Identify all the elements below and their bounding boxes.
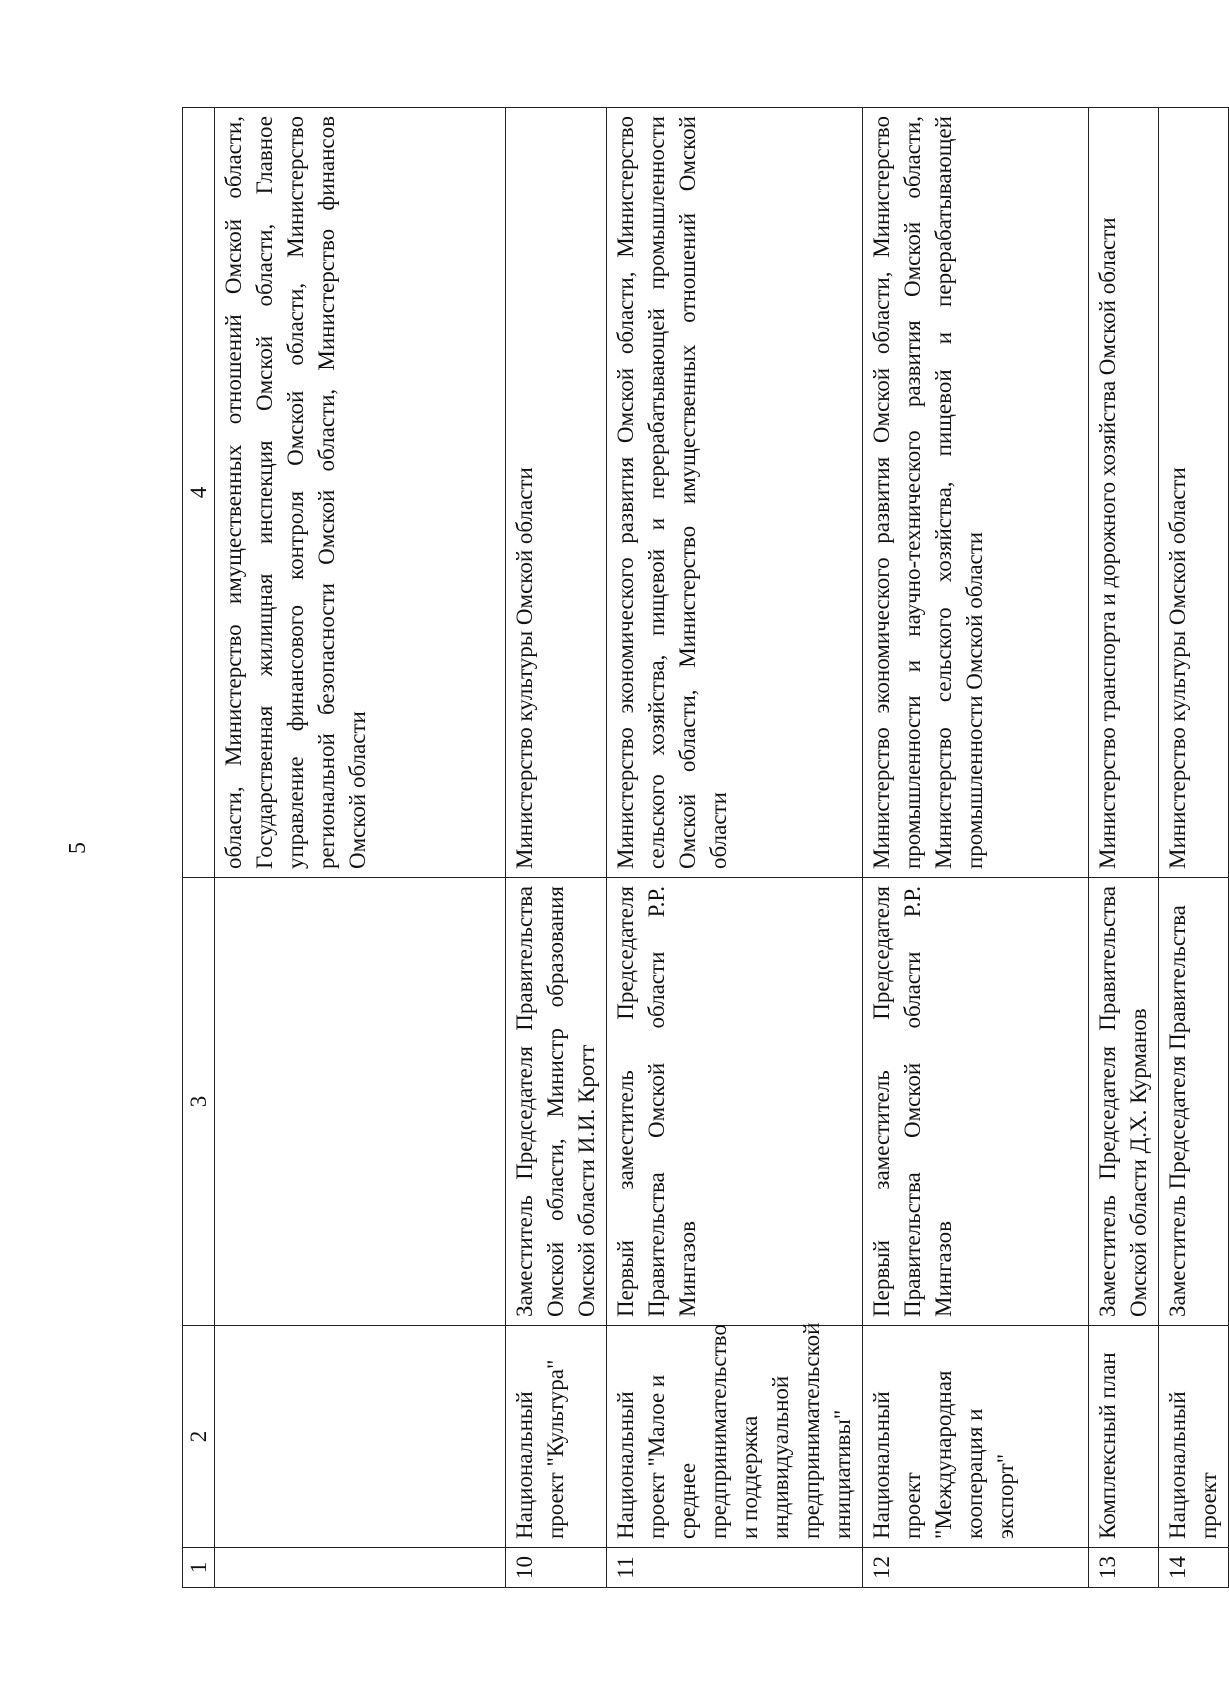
table-row [1089, 108, 1159, 1588]
curator: Первый заместитель Председателя Правительства Омской области Р.Р. Мингазов [863, 878, 1089, 1326]
project-name: Национальный проект "Международная кооперация и экспорт" [863, 1326, 1089, 1548]
project-name: Национальный проект "Малое и среднее предпринимательство и поддержка индивидуальной предпринимательской инициативы" [607, 1326, 863, 1548]
header-col-2: 2 [183, 1326, 215, 1548]
table-row [1159, 108, 1229, 1588]
executors: Министерство культуры Омской области [1159, 108, 1229, 878]
row-number [215, 1548, 506, 1588]
row-number: 13 [1089, 1548, 1159, 1588]
row-number: 11 [607, 1548, 863, 1588]
header-col-4: 4 [183, 108, 215, 878]
project-name: Комплексный план [1089, 1326, 1159, 1548]
table-row [215, 108, 506, 1588]
project-name: Национальный проект "Культура" [506, 1326, 607, 1548]
row-number: 10 [506, 1548, 607, 1588]
curator [215, 878, 506, 1326]
table-row [607, 108, 863, 1588]
curator: Первый заместитель Председателя Правительства Омской области Р.Р. Мингазов [607, 878, 863, 1326]
rotated-table-canvas [182, 108, 1221, 1588]
header-col-3: 3 [183, 878, 215, 1326]
page-number: 5 [65, 842, 91, 854]
executors: Министерство культуры Омской области [506, 108, 607, 878]
responsibility-table [182, 107, 1229, 1588]
row-number: 12 [863, 1548, 1089, 1588]
table-row [863, 108, 1089, 1588]
curator: Заместитель Председателя Правительства [1159, 878, 1229, 1326]
table-header-row [183, 108, 215, 1588]
executors: Министерство экономического развития Омской области, Министерство промышленности и научно-технического развития Омской области, Министерство сельского хозяйства, пищевой и перерабатывающей промышленности Омской области [863, 108, 1089, 878]
curator: Заместитель Председателя Правительства Омской области Д.Х. Курманов [1089, 878, 1159, 1326]
executors: Министерство транспорта и дорожного хозяйства Омской области [1089, 108, 1159, 878]
executors: Министерство экономического развития Омской области, Министерство сельского хозяйства, пищевой и перерабатывающей промышленности Омской области, Министерство имущественных отношений Омской области [607, 108, 863, 878]
project-name [215, 1326, 506, 1548]
table-row [506, 108, 607, 1588]
header-col-1: 1 [183, 1548, 215, 1588]
executors: области, Министерство имущественных отношений Омской области, Государственная жилищная инспекция Омской области, Главное управление финансового контроля Омской области, Министерство региональной безопасности Омской области, Министерство финансов Омской области [215, 108, 506, 878]
curator: Заместитель Председателя Правительства Омской области, Министр образования Омской области И.И. Кротт [506, 878, 607, 1326]
row-number: 14 [1159, 1548, 1229, 1588]
project-name: Национальный проект [1159, 1326, 1229, 1548]
